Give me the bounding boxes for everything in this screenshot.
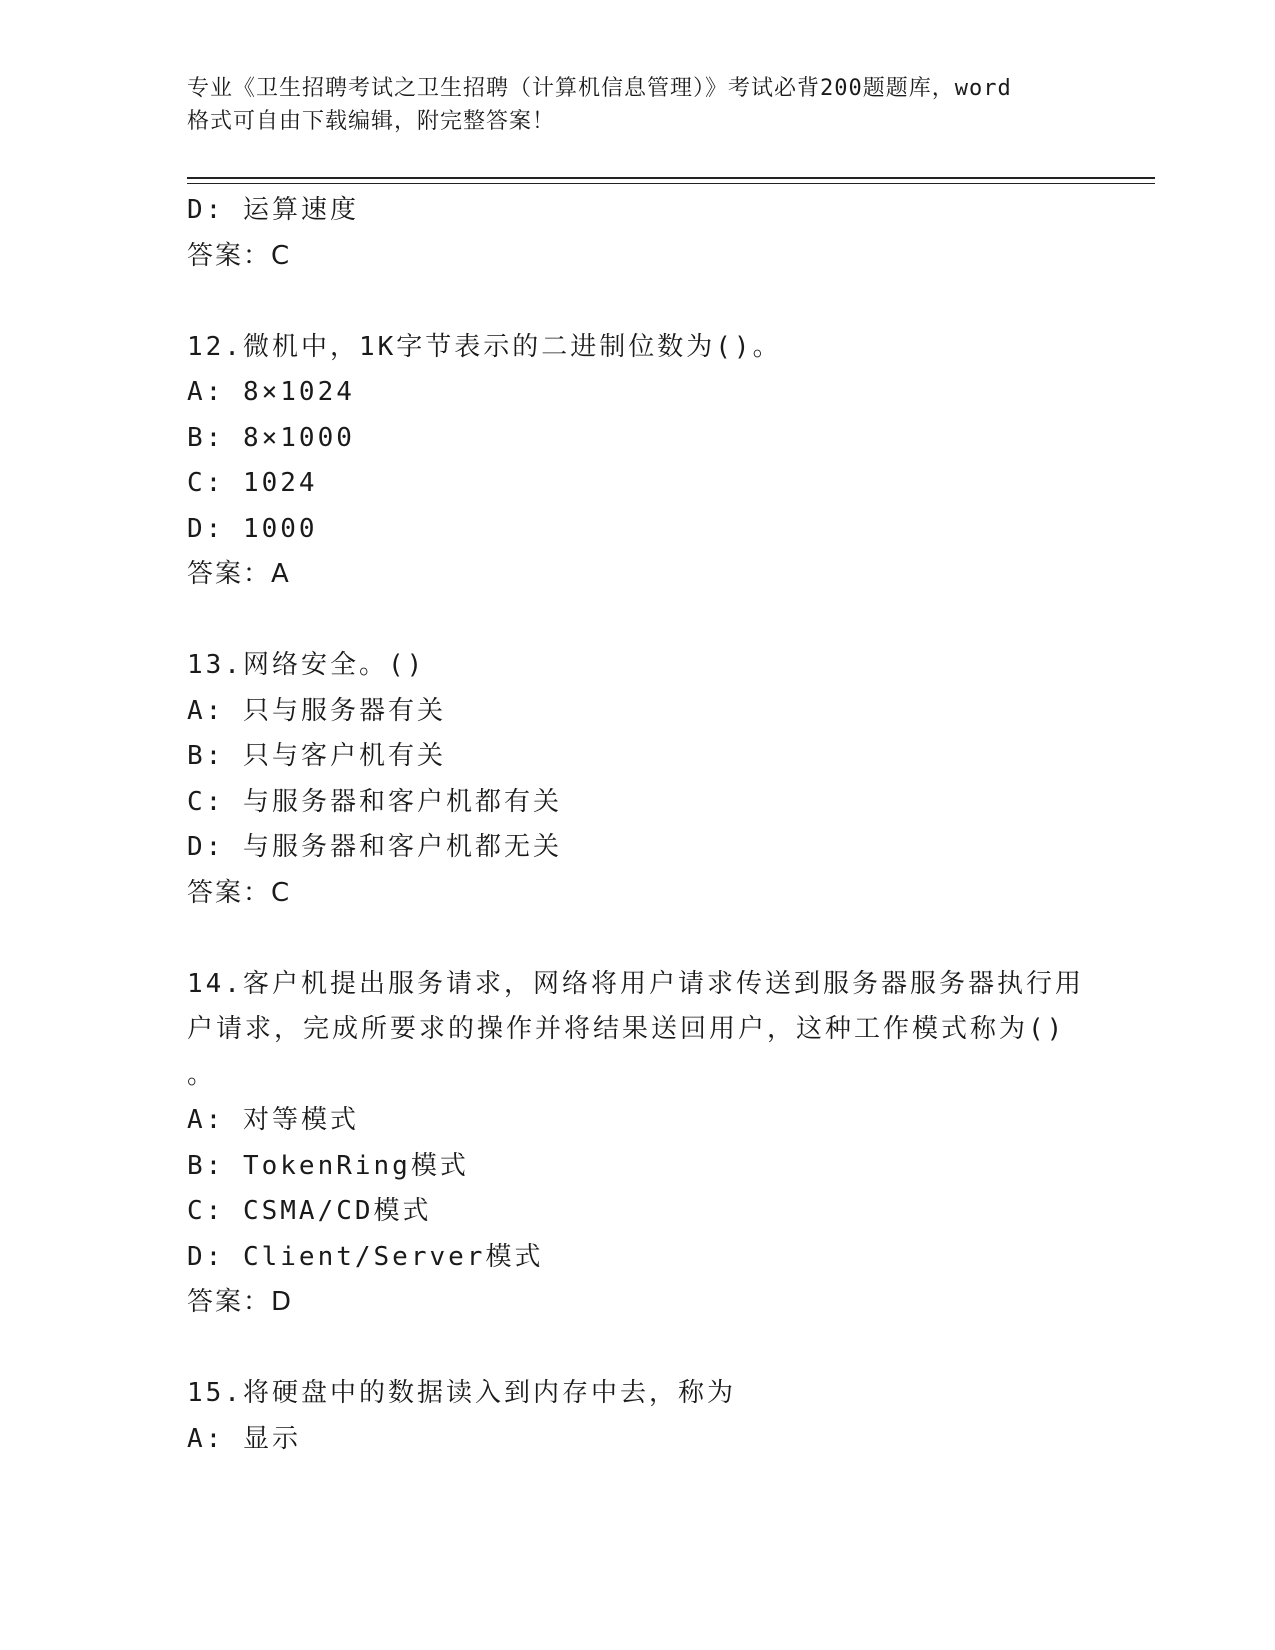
option-c: C: CSMA/CD模式	[187, 1196, 432, 1226]
option-a: A: 只与服务器有关	[187, 695, 446, 726]
answer-line: 答案：C	[187, 240, 292, 271]
option-d: D: 与服务器和客户机都无关	[187, 832, 562, 862]
question-text: 12.微机中，1K字节表示的二进制位数为()。	[187, 331, 782, 362]
option-d: D: 1000	[187, 513, 318, 544]
answer-line: 答案：C	[187, 877, 292, 908]
option-b: B: TokenRing模式	[187, 1150, 469, 1181]
option-b: B: 只与客户机有关	[187, 741, 446, 771]
header-line-1: 专业《卫生招聘考试之卫生招聘（计算机信息管理）》考试必背200题题库，word	[187, 76, 1012, 101]
option-b: B: 8×1000	[187, 422, 355, 453]
question-text: 13.网络安全。()	[187, 650, 426, 680]
option-d: D: Client/Server模式	[187, 1241, 544, 1272]
option-a: A: 对等模式	[187, 1105, 359, 1135]
header-divider-thick	[187, 177, 1155, 179]
spacer	[187, 916, 1087, 962]
question-block-15	[187, 1371, 1087, 1462]
question-text: 15.将硬盘中的数据读入到内存中去，称为	[187, 1378, 736, 1408]
option-d: D: 运算速度	[187, 195, 359, 225]
option-a: A: 显示	[187, 1423, 301, 1454]
answer-line: 答案：A	[187, 559, 291, 589]
option-c: C: 与服务器和客户机都有关	[187, 786, 562, 817]
document-header	[187, 72, 1087, 138]
header-divider-thin	[187, 183, 1155, 184]
question-text-line-3: 。	[187, 1059, 217, 1090]
question-block-14	[187, 962, 1087, 1326]
question-block-prev	[187, 188, 1087, 279]
option-a: A: 8×1024	[187, 377, 355, 407]
question-block-12	[187, 325, 1087, 598]
document-body	[187, 188, 1087, 1462]
question-text-line-2: 户请求，完成所要求的操作并将结果送回用户，这种工作模式称为()	[187, 1014, 1066, 1044]
option-c: C: 1024	[187, 468, 318, 498]
answer-line: 答案：D	[187, 1287, 294, 1317]
spacer	[187, 1326, 1087, 1372]
header-line-2: 格式可自由下载编辑，附完整答案！	[187, 109, 556, 134]
question-block-13	[187, 643, 1087, 916]
spacer	[187, 598, 1087, 644]
spacer	[187, 279, 1087, 325]
question-text-line-1: 14.客户机提出服务请求，网络将用户请求传送到服务器服务器执行用	[187, 968, 1084, 999]
